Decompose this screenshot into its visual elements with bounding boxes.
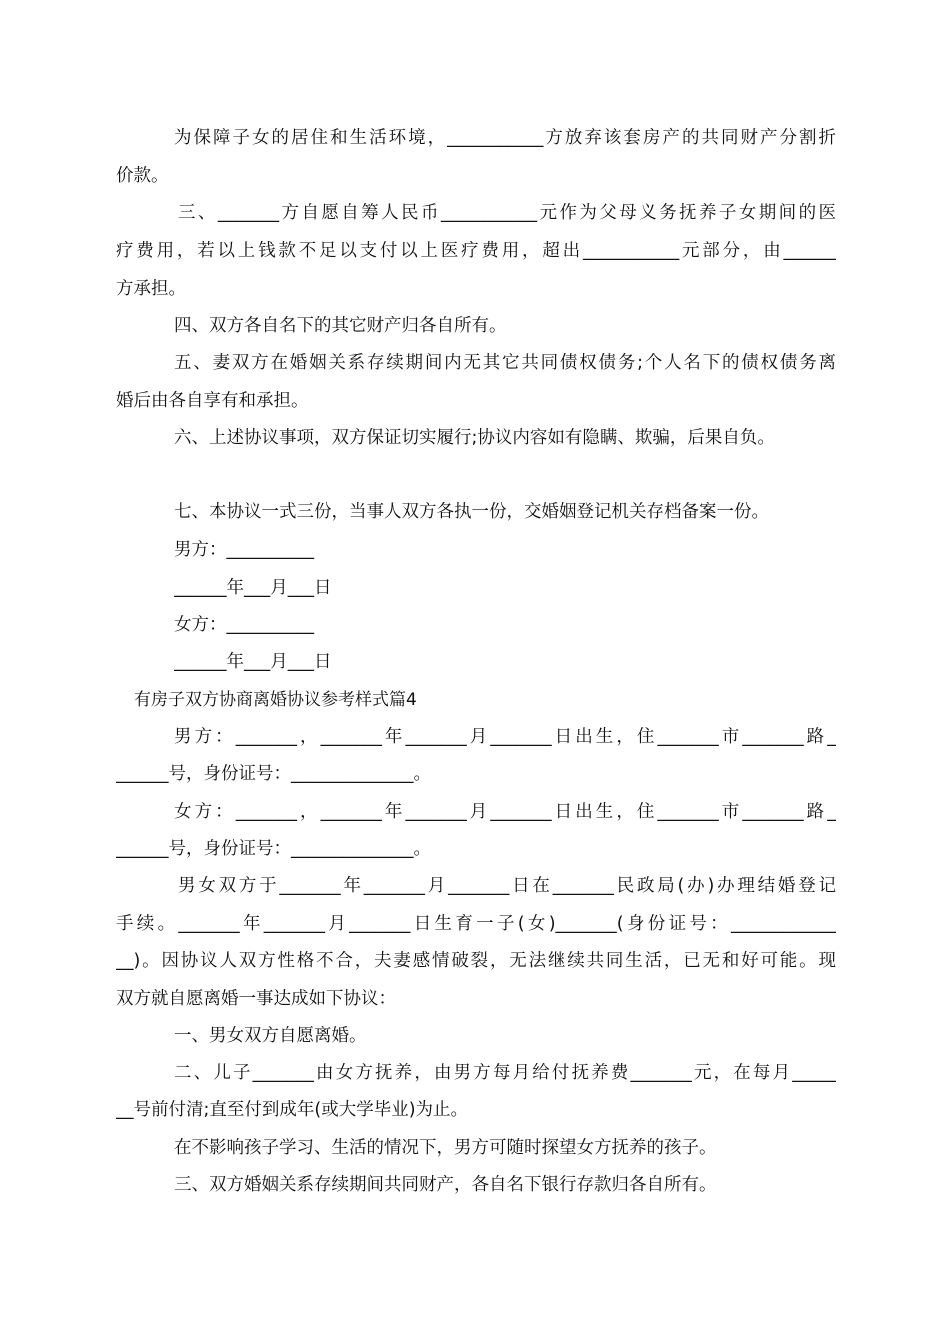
paragraph-line: 男方：_______，_______年_______月_______日出生，住_______市_______路_ <box>174 727 836 747</box>
paragraph-line: 三、双方婚姻关系存续期间共同财产，各自名下银行存款归各自所有。 <box>174 1175 717 1195</box>
paragraph-line: 方承担。 <box>116 279 186 299</box>
paragraph-line: 三、_______方自愿自筹人民币___________元作为父母义务抚养子女期间的医 <box>178 203 836 223</box>
paragraph-line: __)。因协议人双方性格不合，夫妻感情破裂，无法继续共同生活，已无和好可能。现 <box>116 951 836 971</box>
paragraph-line: 男女双方于_______年_______月_______日在_______民政局(办)办理结婚登记 <box>178 876 836 896</box>
paragraph-line: 七、本协议一式三份，当事人双方各执一份，交婚姻登记机关存档备案一份。 <box>174 502 769 522</box>
paragraph-line: 手续。_______年_______月_______日生育一子(女)_______(身份证号：____________ <box>116 914 836 934</box>
paragraph-line: 六、上述协议事项，双方保证切实履行;协议内容如有隐瞒、欺骗，后果自负。 <box>174 428 775 448</box>
paragraph-line: 为保障子女的居住和生活环境，___________方放弃该套房产的共同财产分割折 <box>174 128 836 148</box>
signature-date-line: ______年___月___日 <box>174 652 332 672</box>
paragraph-line: 疗费用，若以上钱款不足以支付以上医疗费用，超出___________元部分，由______ <box>116 241 836 261</box>
paragraph-line: ______号，身份证号：______________。 <box>116 764 431 784</box>
paragraph-line: ______号，身份证号：______________。 <box>116 839 431 859</box>
paragraph-line: __号前付清;直至付到成年(或大学毕业)为止。 <box>116 1100 469 1120</box>
paragraph-line: 在不影响孩子学习、生活的情况下，男方可随时探望女方抚养的孩子。 <box>174 1138 717 1158</box>
paragraph-line: 女方：_______，_______年_______月_______日出生，住_______市_______路_ <box>174 802 836 822</box>
paragraph-line: 四、双方各自名下的其它财产归各自所有。 <box>174 316 507 336</box>
paragraph-line: 一、男女双方自愿离婚。 <box>174 1026 367 1046</box>
paragraph-line: 双方就自愿离婚一事达成如下协议： <box>116 989 396 1009</box>
signature-date-line: ______年___月___日 <box>174 578 332 598</box>
paragraph-line: 五、妻双方在婚姻关系存续期间内无其它共同债权债务;个人名下的债权债务离 <box>174 353 836 373</box>
signature-female-line: 女方：__________ <box>174 615 314 635</box>
paragraph-line: 婚后由各自享有和承担。 <box>116 391 309 411</box>
paragraph-line: 二、儿子_______由女方抚养，由男方每月给付抚养费_______元，在每月_____ <box>174 1063 836 1083</box>
section-heading: 有房子双方协商离婚协议参考样式篇4 <box>134 690 417 710</box>
signature-male-line: 男方：__________ <box>174 540 314 560</box>
paragraph-line: 价款。 <box>116 166 169 186</box>
